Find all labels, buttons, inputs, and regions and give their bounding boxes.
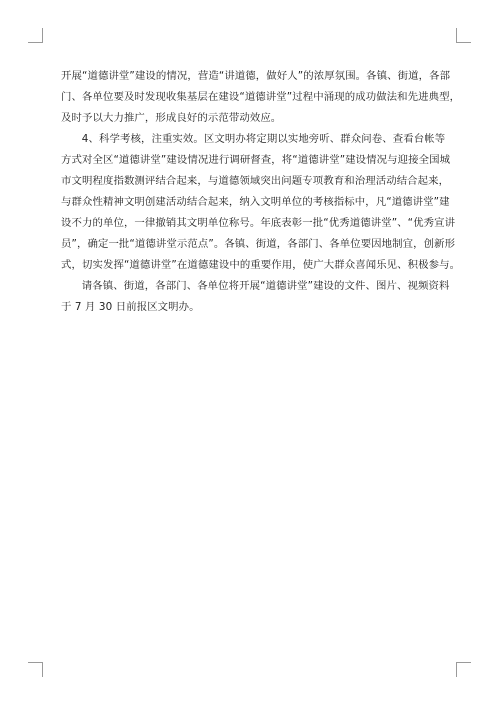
text-line: 请各镇、街道，各部门、各单位将开展“道德讲堂”建设的文件、图片、视频资料 — [81, 280, 450, 292]
text-line: 式，切实发挥“道德讲堂”在道德建设中的重要作用，使广大群众喜闻乐见、积极参与。 — [61, 259, 461, 271]
text-line: 开展“道德讲堂”建设的情况，营造“讲道德，做好人”的浓厚氛围。各镇、街道，各部 — [61, 70, 451, 82]
text-line: 设不力的单位，一律撤销其文明单位称号。年底表彰一批“优秀道德讲堂”、“优秀宣讲 — [61, 217, 456, 229]
paragraph-1 — [61, 66, 461, 129]
crop-mark-bottom-right — [456, 662, 471, 677]
text-line: 门、各单位要及时发现收集基层在建设“道德讲堂”过程中涌现的成功做法和先进典型， — [61, 91, 461, 103]
document-body — [61, 66, 461, 318]
text-line: 4、科学考核，注重实效。区文明办将定期以实地旁听、群众问卷、查看台帐等 — [81, 133, 446, 145]
text-line: 员”，确定一批“道德讲堂示范点”。各镇、街道，各部门、各单位要因地制宜，创新形 — [61, 238, 456, 250]
crop-mark-bottom-left — [28, 662, 43, 677]
text-line: 及时予以大力推广，形成良好的示范带动效应。 — [61, 112, 282, 124]
paragraph-2 — [61, 129, 461, 276]
text-line: 市文明程度指数测评结合起来，与道德领域突出问题专项教育和治理活动结合起来， — [61, 175, 450, 187]
crop-mark-top-left — [28, 28, 43, 43]
text-line: 方式对全区“道德讲堂”建设情况进行调研督查，将“道德讲堂”建设情况与迎接全国城 — [61, 154, 451, 166]
text-line: 于 7 月 30 日前报区文明办。 — [61, 301, 200, 313]
crop-mark-top-right — [456, 28, 471, 43]
paragraph-3 — [61, 276, 450, 318]
text-line: 与群众性精神文明创建活动结合起来，纳入文明单位的考核指标中，凡“道德讲堂”建 — [61, 196, 450, 208]
